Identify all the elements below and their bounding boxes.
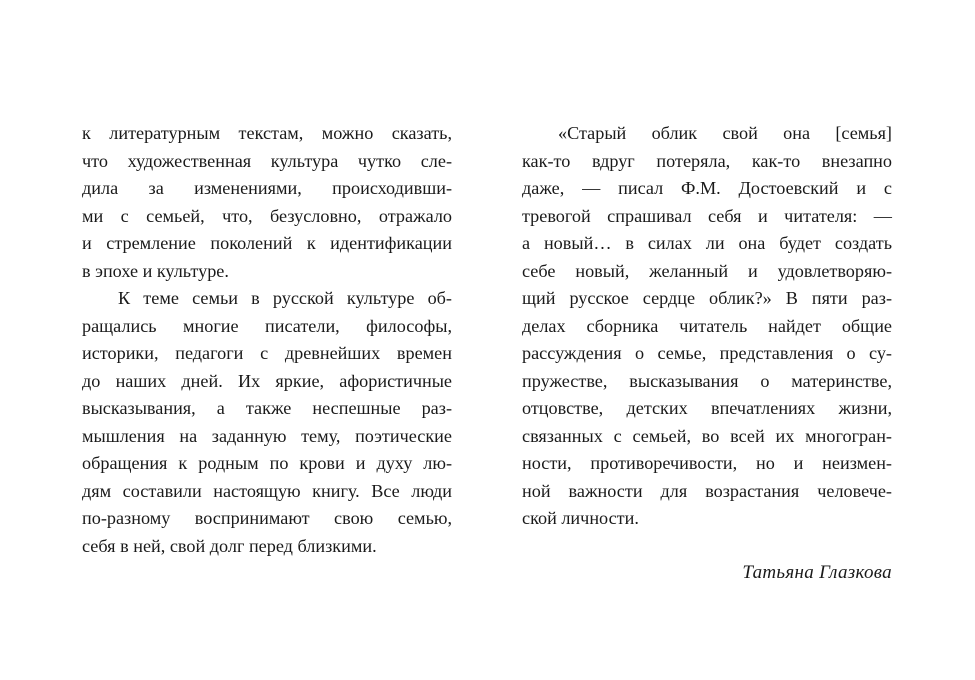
text-line: ской личности. — [522, 508, 639, 528]
text-line: до наших дней. Их яркие, афористичные — [82, 370, 452, 391]
text-line: как-то вдруг потеряла, как-то внезапно — [522, 150, 892, 171]
text-line: тревогой спрашивал себя и читателя: — — [522, 205, 892, 226]
text-line: а новый… в силах ли она будет создать — [522, 233, 892, 253]
left-page-column — [82, 120, 452, 560]
text-line: себя в ней, свой долг перед близкими. — [82, 535, 377, 556]
text-line: дила за изменениями, происходивши- — [82, 178, 452, 198]
text-line: историки, педагоги с древнейших времен — [82, 343, 452, 363]
text-line: обращения к родным по крови и духу лю- — [82, 453, 452, 473]
text-line: к литературным текстам, можно сказать, — [82, 123, 452, 143]
paragraph-family-theme — [82, 285, 452, 560]
text-line: и стремление поколений к идентификации — [82, 233, 452, 253]
text-line: К теме семьи в русской культуре об- — [118, 288, 452, 308]
text-line: даже, — писал Ф.М. Достоевский и с — [522, 178, 892, 198]
text-line: что художественная культура чутко сле- — [82, 150, 452, 171]
paragraph-dostoevsky-quote — [522, 120, 892, 533]
text-line: щий русское сердце облик?» В пяти раз- — [522, 288, 892, 308]
text-line: «Старый облик свой она [семья] — [558, 123, 892, 143]
text-line: дям составили настоящую книгу. Все люди — [82, 480, 452, 501]
text-line: связанных с семьей, во всей их многогран- — [522, 425, 892, 446]
text-line: по-разному воспринимают свою семью, — [82, 508, 452, 528]
text-line: ращались многие писатели, философы, — [82, 315, 452, 336]
text-line: рассуждения о семье, представления о су- — [522, 343, 892, 363]
paragraph-continuation — [82, 120, 452, 285]
right-page-column — [522, 120, 892, 533]
text-line: мышления на заданную тему, поэтические — [82, 425, 452, 446]
text-line: себе новый, желанный и удовлетворяю- — [522, 260, 892, 281]
text-line: ми с семьей, что, безусловно, отражало — [82, 205, 452, 226]
text-line: делах сборника читатель найдет общие — [522, 315, 892, 336]
text-line: ности, противоречивости, но и неизмен- — [522, 453, 892, 473]
text-line: в эпохе и культуре. — [82, 260, 229, 281]
text-line: ной важности для возрастания человече- — [522, 480, 892, 501]
text-line: пружестве, высказывания о материнстве, — [522, 370, 892, 391]
text-line: высказывания, а также неспешные раз- — [82, 398, 452, 418]
author-signature: Татьяна Глазкова — [742, 562, 892, 583]
text-line: отцовстве, детских впечатлениях жизни, — [522, 398, 892, 418]
